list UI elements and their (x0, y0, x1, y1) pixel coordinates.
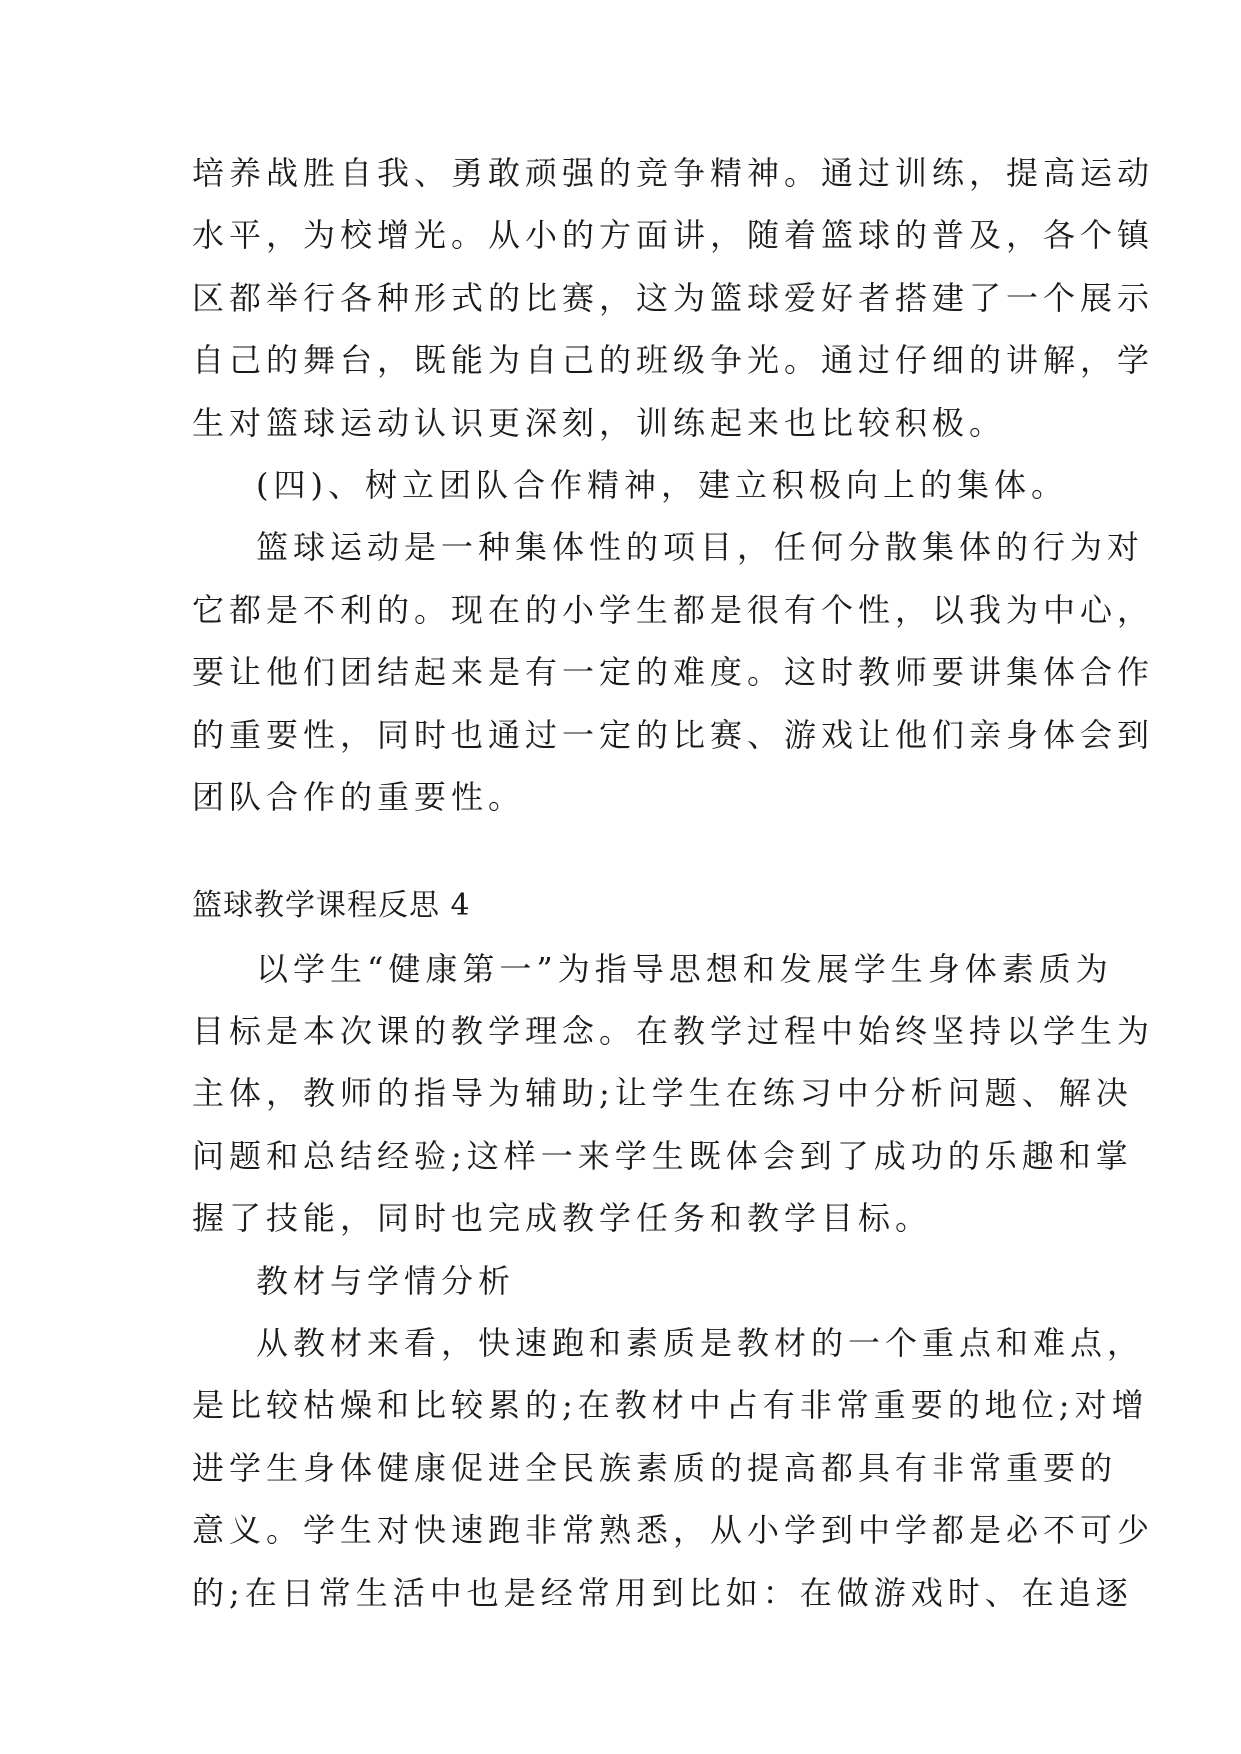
text-line: 生对篮球运动认识更深刻，训练起来也比较积极。 (192, 403, 1007, 442)
text-line: 要让他们团结起来是有一定的难度。这时教师要讲集体合作 (192, 653, 1155, 692)
text-line: 意义。学生对快速跑非常熟悉，从小学到中学都是必不可少 (192, 1511, 1155, 1550)
text-line: 水平，为校增光。从小的方面讲，随着篮球的普及，各个镇 (192, 216, 1155, 255)
document-page (192, 142, 1155, 1624)
paragraph (192, 1312, 1155, 1624)
text-line: 的重要性，同时也通过一定的比赛、游戏让他们亲身体会到 (192, 715, 1155, 754)
section-gap (192, 828, 1060, 875)
paragraph (192, 516, 1155, 828)
subheading: (四)、树立团队合作精神，建立积极向上的集体。 (256, 465, 1068, 504)
text-line: 的;在日常生活中也是经常用到比如：在做游戏时、在追逐 (192, 1573, 1133, 1612)
text-line: 篮球运动是一种集体性的项目，任何分散集体的行为对 (256, 528, 1145, 567)
section-title: 篮球教学课程反思 4 (192, 888, 471, 924)
paragraph (192, 142, 1155, 454)
text-line: 主体，教师的指导为辅助;让学生在练习中分析问题、解决 (192, 1074, 1133, 1113)
text-line: 它都是不利的。现在的小学生都是很有个性，以我为中心， (192, 590, 1155, 629)
text-line: 问题和总结经验;这样一来学生既体会到了成功的乐趣和掌 (192, 1136, 1133, 1175)
paragraph (192, 938, 1155, 1250)
text-line: 团队合作的重要性。 (192, 777, 526, 816)
text-line: 进学生身体健康促进全民族素质的提高都具有非常重要的 (192, 1448, 1118, 1487)
subheading: 教材与学情分析 (256, 1261, 516, 1300)
text-line: 是比较枯燥和比较累的;在教材中占有非常重要的地位;对增 (192, 1386, 1149, 1425)
text-line: 以学生“健康第一”为指导思想和发展学生身体素质为 (256, 949, 1113, 988)
text-line: 区都举行各种形式的比赛，这为篮球爱好者搭建了一个展示 (192, 278, 1155, 317)
text-line: 握了技能，同时也完成教学任务和教学目标。 (192, 1199, 933, 1238)
text-line: 目标是本次课的教学理念。在教学过程中始终坚持以学生为 (192, 1012, 1155, 1051)
text-line: 从教材来看，快速跑和素质是教材的一个重点和难点， (256, 1324, 1145, 1363)
text-line: 自己的舞台，既能为自己的班级争光。通过仔细的讲解，学 (192, 341, 1155, 380)
text-line: 培养战胜自我、勇敢顽强的竞争精神。通过训练，提高运动 (192, 154, 1155, 192)
